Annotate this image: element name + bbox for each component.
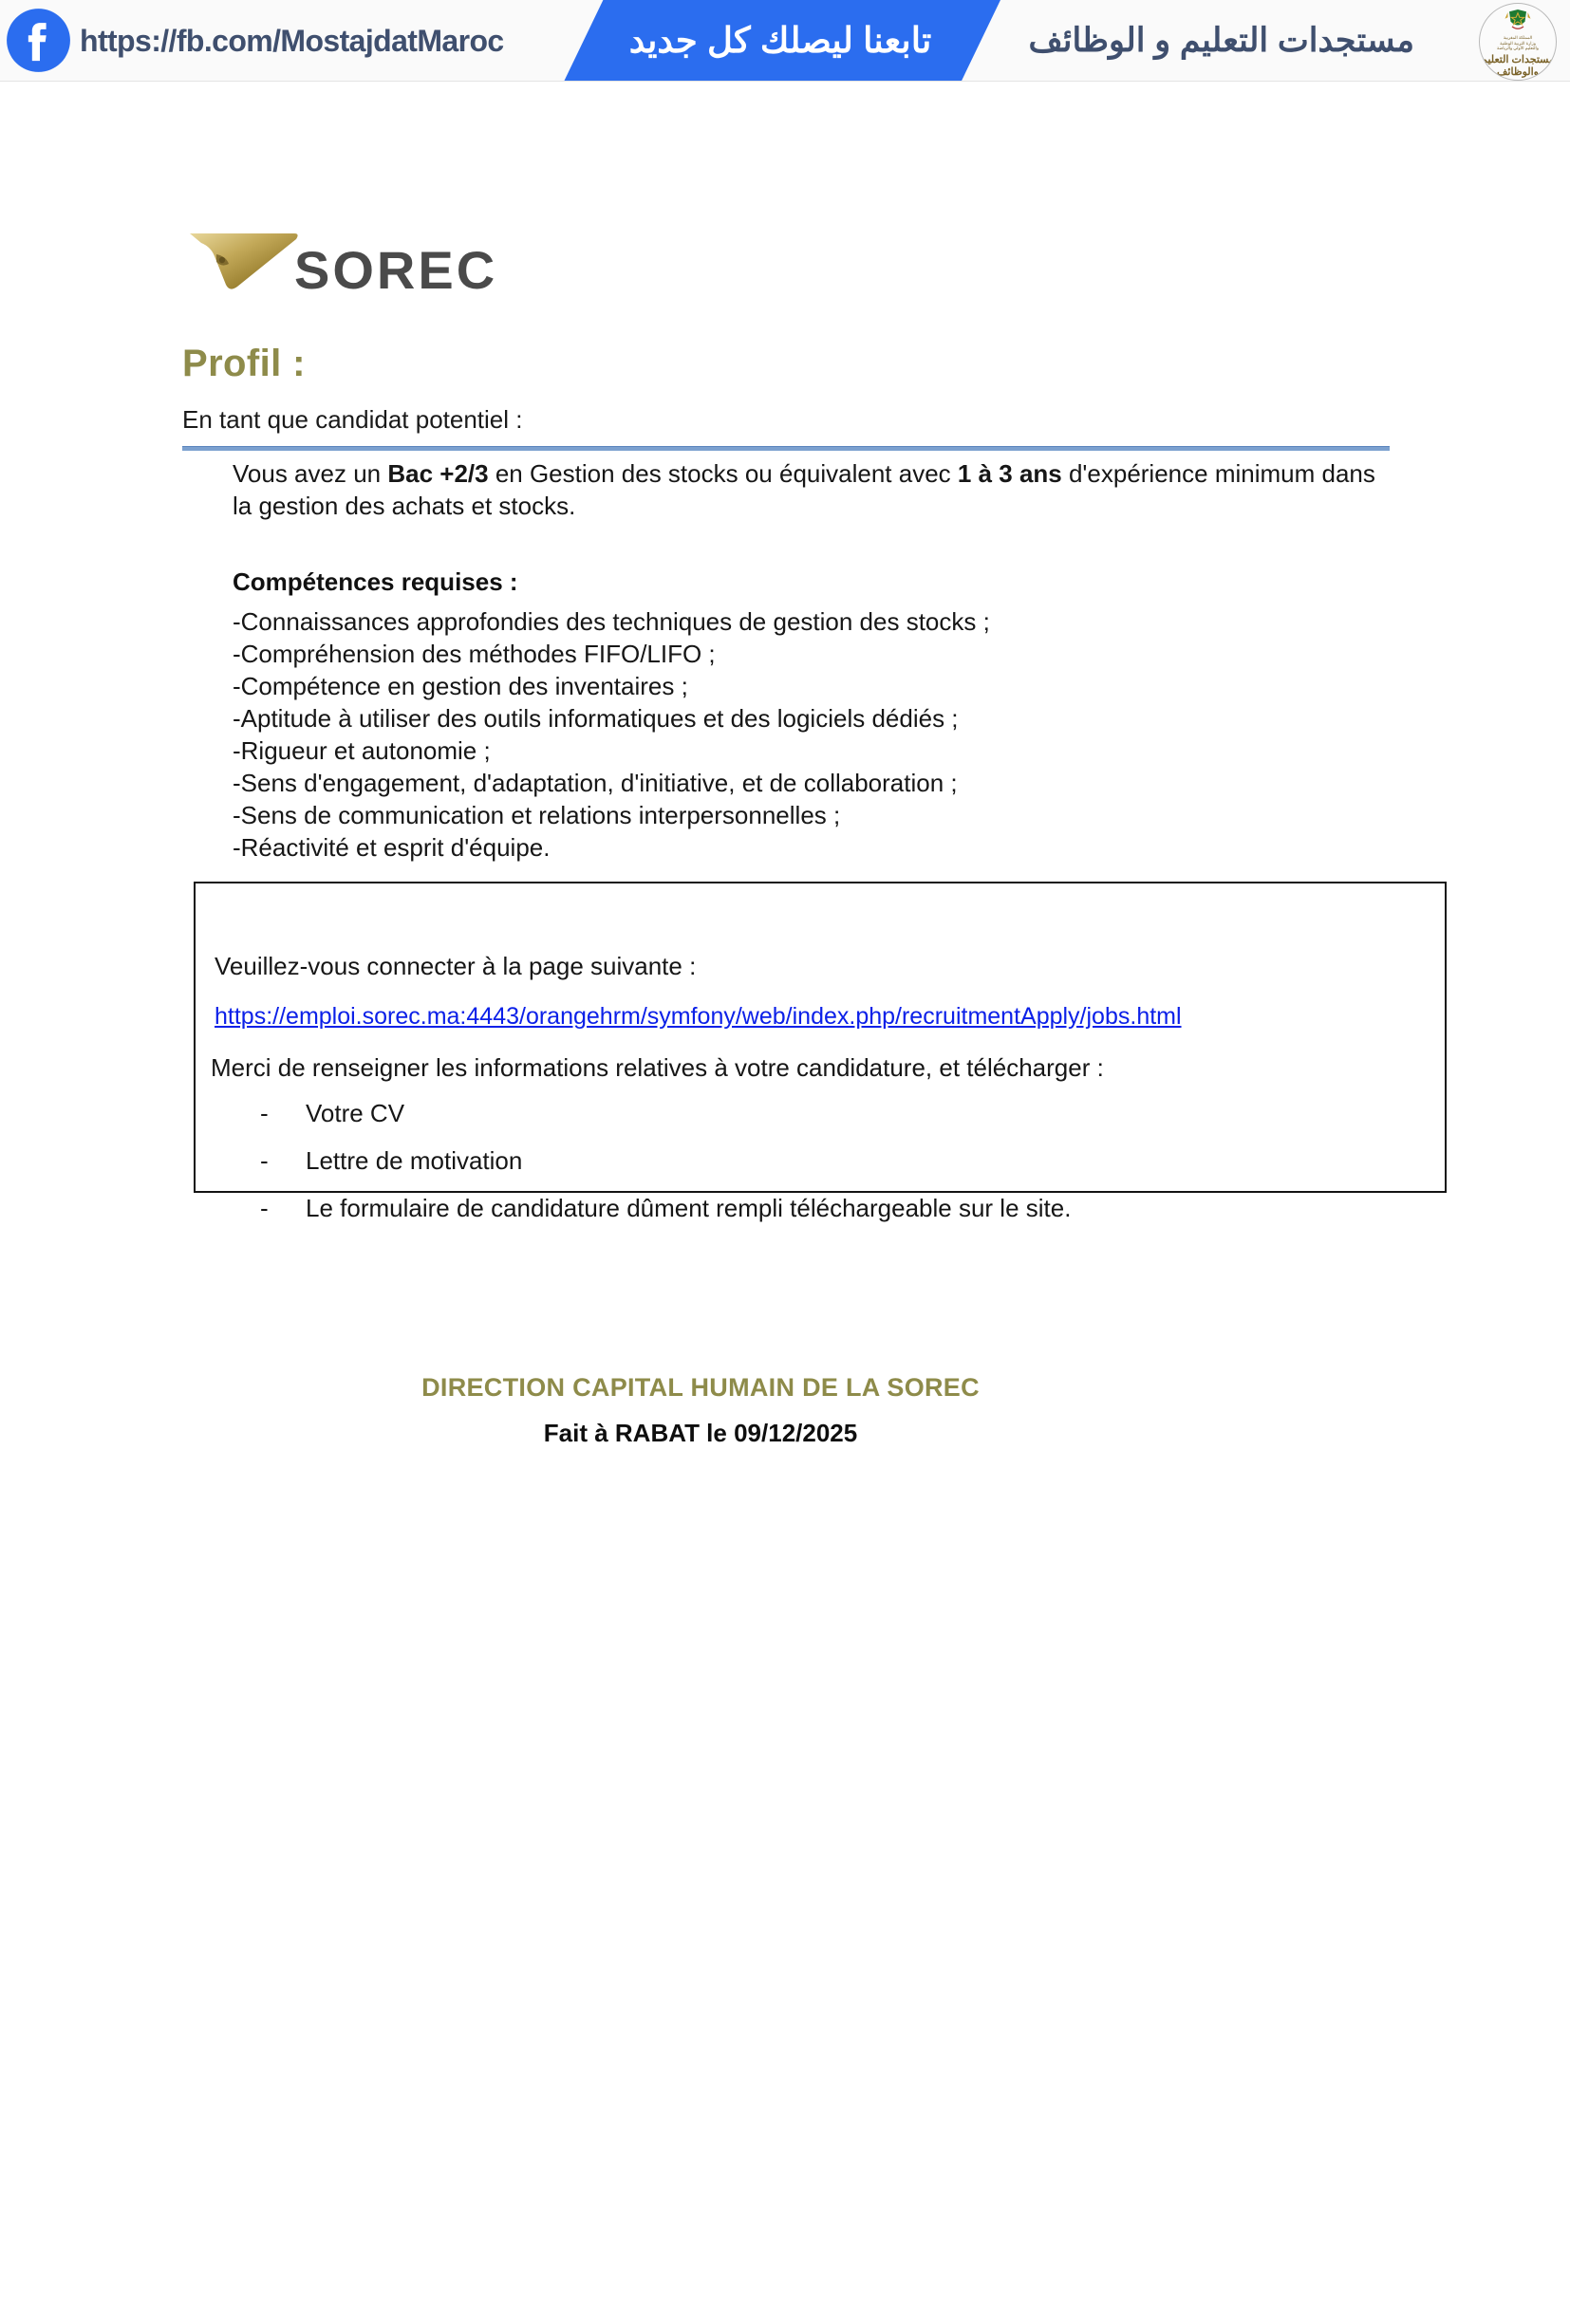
facebook-url-text[interactable]: https://fb.com/MostajdatMaroc — [80, 24, 504, 58]
req-part-1: Vous avez un — [233, 459, 388, 488]
req-part-2: en Gestion des stocks ou équivalent avec — [488, 459, 958, 488]
footer-direction: DIRECTION CAPITAL HUMAIN DE LA SOREC — [421, 1373, 980, 1402]
bullet-dash: - — [260, 1194, 269, 1222]
banner-site-title: مستجدات التعليم و الوظائف — [1028, 22, 1414, 59]
list-item: -Compréhension des méthodes FIFO/LIFO ; — [233, 640, 716, 668]
list-item-label: Votre CV — [306, 1099, 405, 1127]
section-divider — [182, 446, 1390, 451]
req-bold-years: 1 à 3 ans — [957, 459, 1062, 488]
page-title: Profil : — [182, 343, 306, 384]
badge-title-line-1: مستجدات التعليم — [1481, 54, 1555, 65]
competences-heading: Compétences requises : — [233, 567, 518, 596]
req-part-3: d'expérience minimum dans la gestion des achats et stocks. — [233, 459, 1375, 520]
list-item-label: Lettre de motivation — [306, 1146, 523, 1175]
application-link[interactable]: https://emploi.sorec.ma:4443/orangehrm/symfony/web/index.php/recruitmentApply/jobs.html — [215, 1003, 1182, 1030]
badge-ministry-line-1: المملكة المغربية — [1503, 35, 1533, 40]
badge-title-line-2: والوظائف — [1497, 66, 1539, 78]
list-item: -Aptitude à utiliser des outils informatiques et des logiciels dédiés ; — [233, 704, 959, 733]
competences-list — [233, 605, 1400, 864]
list-item: -Sens d'engagement, d'adaptation, d'initiative, et de collaboration ; — [233, 769, 958, 797]
intro-line: En tant que candidat potentiel : — [182, 405, 523, 434]
bullet-dash: - — [260, 1099, 269, 1127]
sorec-wordmark: SOREC — [294, 240, 498, 300]
footer-date: Fait à RABAT le 09/12/2025 — [543, 1419, 858, 1447]
sorec-horse-mark-icon — [188, 218, 306, 292]
list-item-label: Le formulaire de candidature dûment rempli téléchargeable sur le site. — [306, 1194, 1072, 1222]
bullet-dash: - — [260, 1146, 269, 1175]
apply-intro-text: Veuillez-vous connecter à la page suivante : — [215, 952, 697, 980]
banner-follow-text: تابعنا ليصلك كل جديد — [628, 21, 932, 60]
list-item: -Sens de communication et relations interpersonnelles ; — [233, 801, 841, 829]
list-item: -Compétence en gestion des inventaires ; — [233, 672, 688, 700]
req-bold-bac: Bac +2/3 — [387, 459, 489, 488]
badge-ministry-line-2: وزارة التربية الوطنية — [1500, 40, 1536, 46]
list-item: -Réactivité et esprit d'équipe. — [233, 833, 551, 862]
badge-ministry-line-3: والتعليم الأولي والرياضة — [1497, 46, 1539, 50]
requirement-paragraph — [233, 457, 1400, 522]
list-item: -Connaissances approfondies des techniques de gestion des stocks ; — [233, 607, 990, 636]
sorec-logo — [188, 209, 511, 311]
apply-instruction-text: Merci de renseigner les informations relatives à votre candidature, et télécharger : — [211, 1053, 1104, 1082]
list-item: -Rigueur et autonomie ; — [233, 736, 491, 765]
